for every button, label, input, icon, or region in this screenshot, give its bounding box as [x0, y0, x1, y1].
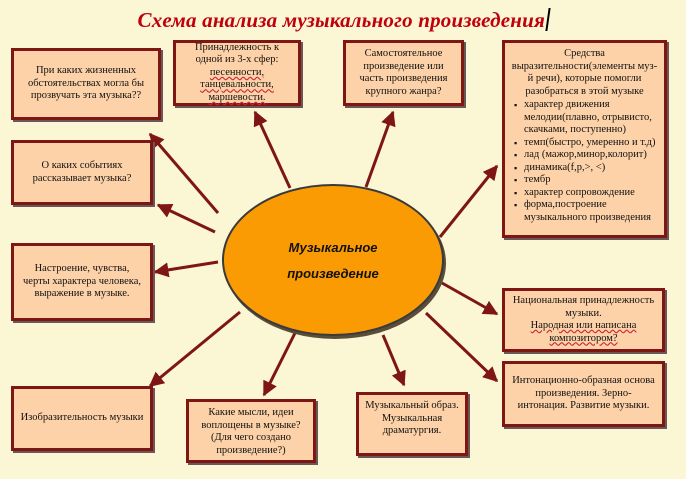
box-independent: [343, 40, 464, 106]
arrow-to-means: [440, 166, 497, 237]
box-independent-text: Самостоятельное произведение или часть произведения крупного жанра?: [359, 48, 448, 97]
box-life-circumstances-text: При каких жизненных обстоятельствах могла бы прозвучать эта музыка??: [27, 65, 145, 102]
box-spheres: [173, 40, 301, 106]
arrow-to-thoughts: [264, 333, 295, 395]
box-thoughts-text: Какие мысли, идеи воплощены в музыке? (Для чего создано произведение?): [201, 407, 301, 456]
arrow-to-life-circumstances: [150, 134, 218, 213]
box-national-text: [511, 295, 656, 345]
means-item: ▪ лад (мажор,минор,колорит): [524, 149, 658, 162]
box-depiction: [11, 386, 153, 451]
national-line1: Национальная принадлежность музыки.: [512, 295, 655, 319]
center-label-line1: Музыкальное: [288, 240, 378, 255]
spheres-dance: танцевальности,: [200, 79, 274, 91]
means-item: ▪ характер движения мелодии(плавно, отрывисто, скачками, поступенно): [524, 99, 658, 137]
box-means: [502, 40, 667, 238]
center-ellipse: [222, 184, 444, 336]
box-intonation-text: Интонационно-образная основа произведения. Зерно-интонация. Развитие музыки.: [512, 375, 655, 412]
spheres-lead: Принадлежность к одной из 3-х сфер:: [194, 41, 280, 66]
means-item: ▪ тембр: [524, 174, 658, 187]
box-intonation: [502, 361, 665, 427]
arrow-to-spheres: [255, 112, 290, 188]
box-thoughts: [186, 399, 316, 463]
national-line2: Народная или написана композитором?: [530, 320, 637, 344]
box-national: [502, 288, 665, 352]
means-heading: Средства выразительности(элементы муз-й речи), которые помогли разобраться в этой музыке: [511, 48, 658, 97]
center-ellipse-shape: [222, 184, 444, 336]
box-spheres-text: [182, 42, 292, 105]
box-image: [356, 392, 468, 456]
box-mood: [11, 243, 153, 321]
means-list: [511, 99, 658, 224]
center-label-line2: произведение: [287, 266, 379, 281]
arrow-to-mood: [155, 262, 218, 272]
box-image-text: Музыкальный образ. Музыкальная драматургия.: [365, 400, 459, 436]
means-item: ▪ характер сопровождение: [524, 187, 658, 200]
box-events-text: О каких событиях рассказывает музыка?: [32, 160, 132, 184]
means-item: ▪ темп(быстро, умеренно и т.д): [524, 137, 658, 150]
means-item: ▪ форма,построение музыкального произведения: [524, 199, 658, 224]
means-item: ▪ динамика(f,p,>, <): [524, 162, 658, 175]
box-events: [11, 140, 153, 205]
box-depiction-text: Изобразительность музыки: [20, 412, 144, 424]
arrow-to-events: [158, 205, 215, 232]
box-mood-text: Настроение, чувства, черты характера человека, выражение в музыке.: [23, 263, 141, 300]
spheres-march: маршевости.: [208, 91, 266, 103]
spheres-song: песенности,: [209, 66, 265, 78]
title-text: Схема анализа музыкального произведения: [137, 8, 546, 32]
arrow-to-independent: [366, 112, 393, 187]
arrow-to-national: [442, 283, 497, 314]
arrow-to-image: [383, 335, 404, 385]
box-life-circumstances: [11, 48, 161, 120]
